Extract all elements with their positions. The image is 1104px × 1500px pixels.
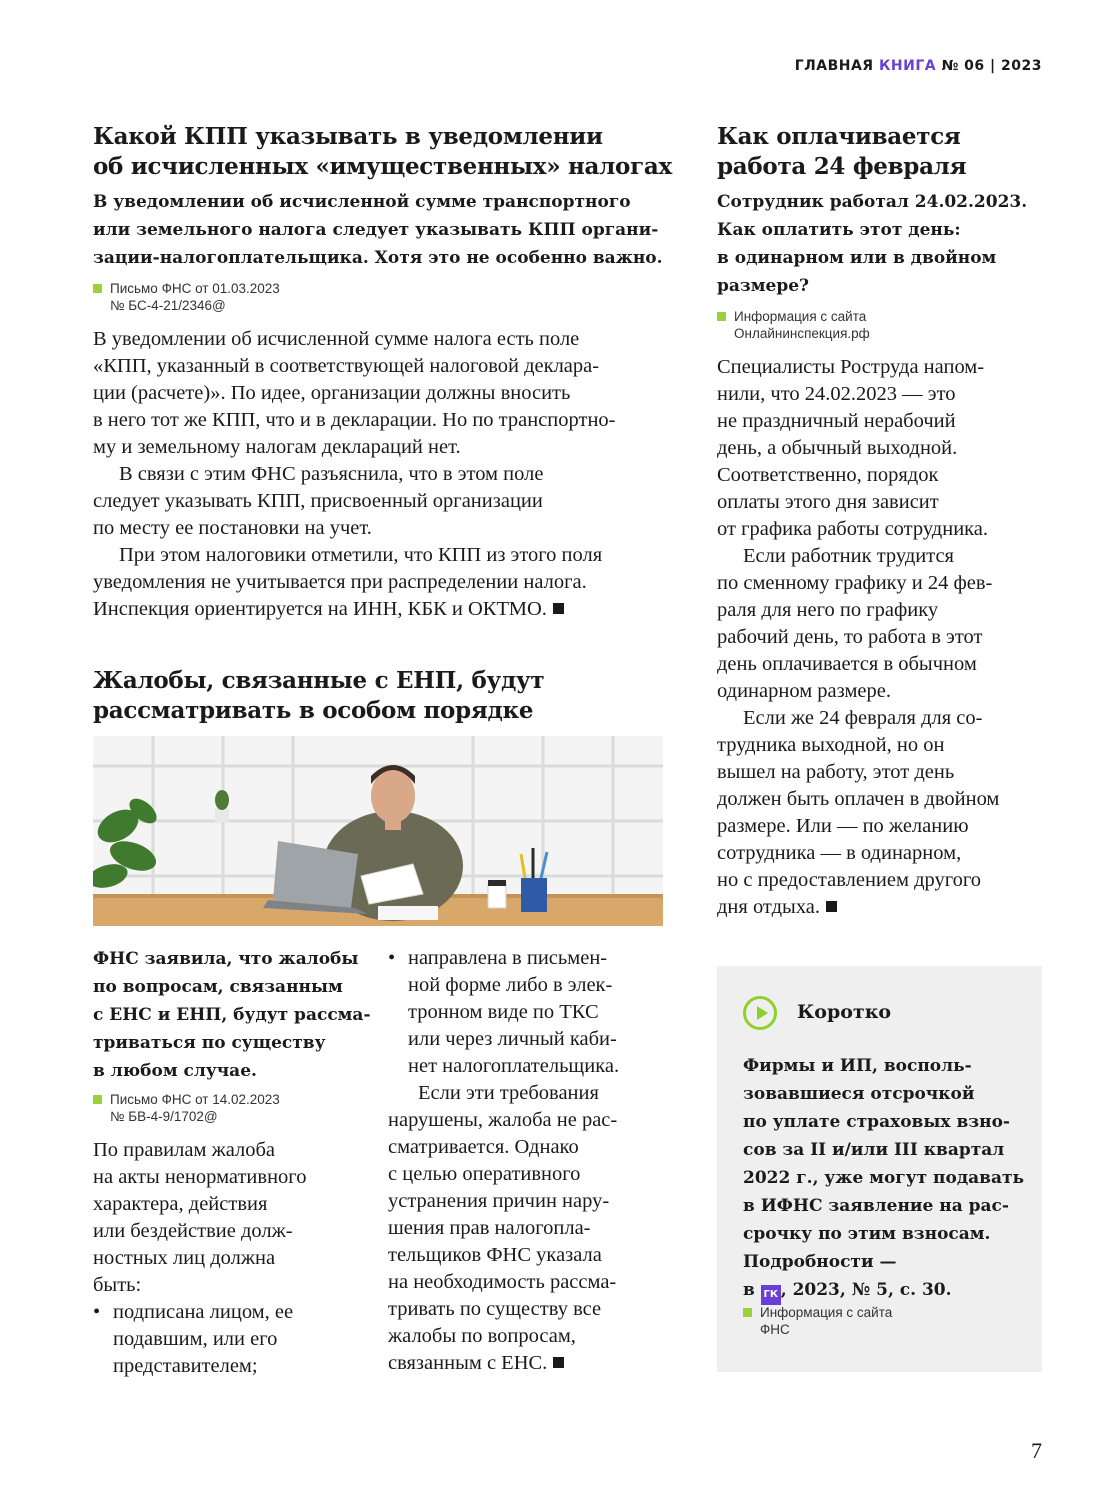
article-kpp — [93, 122, 673, 623]
article-enp-left-column — [93, 945, 373, 1380]
source-marker-icon — [717, 312, 726, 321]
running-header: ГЛАВНАЯ КНИГА № 06 | 2023 — [794, 58, 1042, 74]
requirements-list — [93, 1299, 373, 1380]
article-body: В уведомлении об исчисленной сумме налога есть поле «КПП, указанный в соответствующей налоговой деклара- ции (расчете)». По идее, организации должны вносить в него тот же КПП, что и в декларации. Но по транспортно- му и земельному налогам деклараций нет. В связи с этим ФНС разъяснила, что в этом поле следует указывать КПП, присвоенный организации по месту ее постановки на учет. При этом налоговики отметили, что КПП из этого поля уведомления не учитывается при распределении налога. Инспекция ориентируется на ИНН, КБК и ОКТМО. — [93, 328, 616, 620]
page-number: 7 — [1031, 1438, 1042, 1463]
article-body: По правилам жалоба на акты ненормативного характера, действия или бездействие долж- ностных лиц должна быть: • подписана лицом, ее подавшим, или его представителем; — [93, 1137, 373, 1380]
article-title: Какой КПП указывать в уведомлении об исчисленных «имущественных» налогах — [93, 123, 672, 180]
brief-box — [717, 966, 1042, 1372]
article-lead: В уведомлении об исчисленной сумме транспортного или земельного налога следует указывать КПП органи- зации-налогоплательщика. Хотя это не особенно важно. — [93, 192, 663, 268]
source-note: Письмо ФНС от 14.02.2023 № БВ-4-9/1702@ — [93, 1091, 373, 1125]
list-item: • направлена в письмен- ной форме либо в элек- тронном виде по ТКС или через личный каби- нет налогоплательщика. — [388, 945, 678, 1080]
source-marker-icon — [743, 1308, 752, 1317]
brief-text: Фирмы и ИП, восполь- зовавшиеся отсрочкой по уплате страховых взно- сов за II и/или III квартал 2022 г., уже могут подавать в ИФНС заявление на рас- срочку по этим взносам. Подробности — в ГК , 2023, № 5, с. 30. — [743, 1052, 1038, 1305]
article-title: Как оплачивается работа 24 февраля — [717, 123, 967, 180]
article-lead: ФНС заявила, что жалобы по вопросам, связанным с ЕНС и ЕНП, будут рассма- триваться по существу в любом случае. — [93, 949, 371, 1081]
man-at-laptop-image — [93, 736, 663, 926]
article-enp-right-column — [388, 945, 678, 1377]
article-enp — [93, 666, 673, 726]
article-title: Жалобы, связанные с ЕНП, будут рассматривать в особом порядке — [93, 667, 545, 724]
requirements-list — [388, 945, 678, 1080]
end-mark-icon — [826, 901, 837, 912]
source-marker-icon — [93, 1095, 102, 1104]
article-body: Специалисты Роструда напом- нили, что 24.02.2023 — это не праздничный нерабочий день, а обычный выходной. Соответственно, порядок оплаты этого дня зависит от графика работы сотрудника. Если работник трудится по сменному графику и 24 фев- раля для него по графику рабочий день, то работа в этот день оплачивается в обычном одинарном размере. Если же 24 февраля для со- трудника выходной, но он вышел на работу, этот день должен быть оплачен в двойном размере. Или — по желанию сотрудника — в одинарном, но с предоставлением другого дня отдыха. — [717, 356, 1000, 918]
source-note: Информация с сайта ФНС — [743, 1304, 1040, 1338]
end-mark-icon — [553, 603, 564, 614]
list-item: • подписана лицом, ее подавшим, или его представителем; — [93, 1299, 373, 1380]
gk-logo-icon: ГК — [761, 1285, 781, 1305]
brief-title: Коротко — [797, 1001, 892, 1023]
play-icon — [743, 996, 777, 1030]
end-mark-icon — [553, 1357, 564, 1368]
article-body: • направлена в письмен- ной форме либо в элек- тронном виде по ТКС или через личный каби- нет налогоплательщика. Если эти требования нарушены, жалоба не рас- сматривается. Однако с целью оперативного устранения причин нару- шения прав налогопла- тельщиков ФНС указала на необходимость рассма- тривать по существу все жалобы по вопросам, связанным с ЕНС. — [388, 945, 678, 1377]
article-lead: Сотрудник работал 24.02.2023. Как оплатить этот день: в одинарном или в двойном размере? — [717, 192, 1028, 296]
source-note: Информация с сайта Онлайнинспекция.рф — [717, 308, 1057, 342]
source-note: Письмо ФНС от 01.03.2023 № БС-4-21/2346@ — [93, 280, 673, 314]
article-photo — [93, 736, 663, 926]
source-marker-icon — [93, 284, 102, 293]
article-feb24 — [717, 122, 1057, 921]
